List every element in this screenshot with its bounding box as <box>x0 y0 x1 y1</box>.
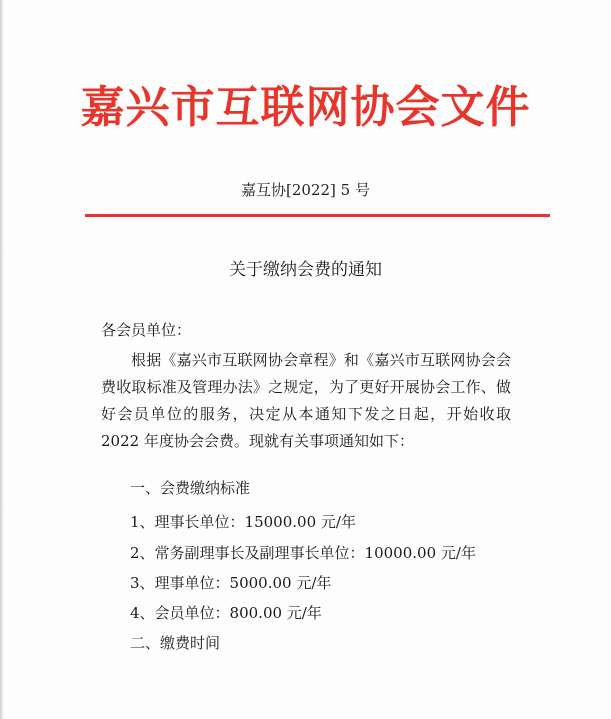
fee-item-vice-president: 2、常务副理事长及副理事长单位：10000.00 元/年 <box>130 544 476 562</box>
intro-paragraph: 根据《嘉兴市互联网协会章程》和《嘉兴市互联网协会会费收取标准及管理办法》之规定，为了更好开展协会工作、做好会员单位的服务，决定从本通知下发之日起，开始收取 2022 年度协会会费。现就有关事项通知如下： <box>101 351 511 450</box>
document-number: 嘉互协[2022] 5 号 <box>241 181 370 199</box>
red-divider-line <box>85 214 550 217</box>
section-heading-fee-standard: 一、会费缴纳标准 <box>130 479 251 497</box>
fee-item-president: 1、理事长单位：15000.00 元/年 <box>130 513 356 531</box>
notice-title: 关于缴纳会费的通知 <box>229 260 382 280</box>
salutation: 各会员单位： <box>101 321 192 339</box>
fee-item-director: 3、理事单位：5000.00 元/年 <box>130 574 332 592</box>
fee-item-member: 4、会员单位：800.00 元/年 <box>130 604 322 622</box>
section-heading-payment-time: 二、缴费时间 <box>130 634 221 652</box>
document-masthead: 嘉兴市互联网协会文件 <box>80 82 531 133</box>
